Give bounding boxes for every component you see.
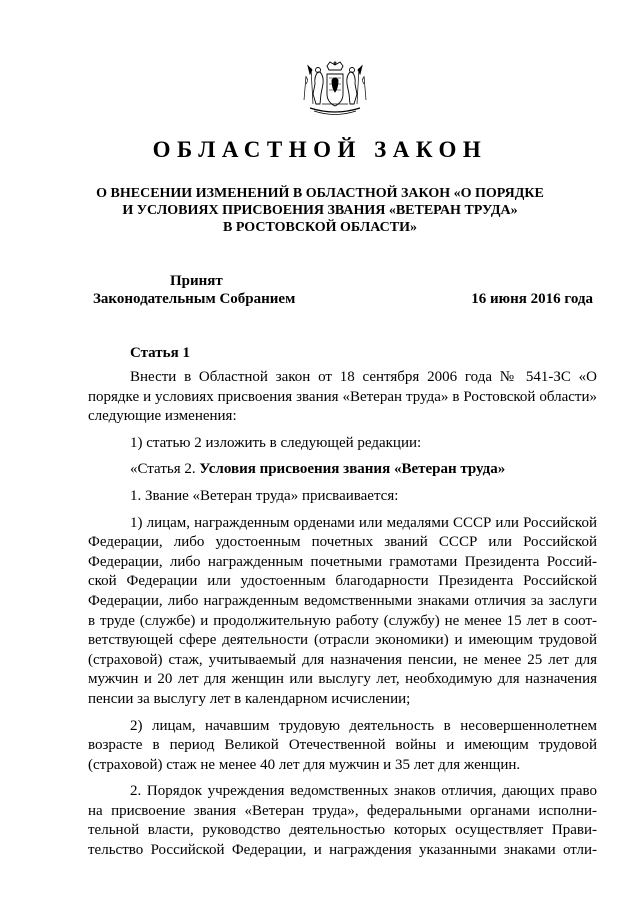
coat-of-arms-icon: [300, 60, 370, 120]
adoption-date: 16 июня 2016 года: [471, 291, 593, 307]
article-2-title: Условия присвоения звания «Ветеран труда»: [199, 461, 506, 478]
paragraph: 2) лицам, начавшим трудовую деятельность в несовершеннолетнем возрасте в период Великой Отечественной войны и имеющим трудовой (страховой) стаж не менее 40 лет для мужчин и 35 лет для женщин.: [88, 717, 597, 773]
adopted-by: Законодательным Собранием: [93, 291, 296, 307]
paragraph: [88, 460, 597, 480]
law-title-line: В РОСТОВСКОЙ ОБЛАСТИ»: [222, 220, 418, 235]
law-title: [60, 185, 580, 236]
paragraph: 1) лицам, награжденным орденами или медалями СССР или Российской Федерации, либо удостоенным почетных званий СССР или Российской Федерации, либо награжденным почетными грамотами Президента Российской Федерации или удостоенным благодарности Президента Российской Федерации, либо награжденным ведомственными знаками отличия за заслуги в труде (службе) и продолжительную работу (службу) не менее 15 лет в соответствующей сфере деятельности (отрасли экономики) и имеющим трудовой (страховой) стаж, учитываемый для назначения пенсии, не менее 25 лет для мужчин и 20 лет для женщин или выслугу лет, необходимую для назначения пенсии за выслугу лет в календарном исчислении;: [88, 514, 597, 707]
paragraph: 1) статью 2 изложить в следующей редакции:: [130, 434, 422, 451]
law-type-heading: ОБЛАСТНОЙ ЗАКОН: [152, 137, 488, 162]
adopted-label: Принят: [170, 273, 223, 289]
paragraph: 1. Звание «Ветеран труда» присваивается:: [130, 487, 399, 504]
article-body: [88, 368, 597, 868]
paragraph-prefix: «Статья 2.: [130, 461, 200, 478]
article-heading: Статья 1: [130, 345, 190, 361]
law-title-line: И УСЛОВИЯХ ПРИСВОЕНИЯ ЗВАНИЯ «ВЕТЕРАН ТРУДА»: [122, 203, 518, 218]
law-title-line: О ВНЕСЕНИИ ИЗМЕНЕНИЙ В ОБЛАСТНОЙ ЗАКОН «О ПОРЯДКЕ: [96, 186, 544, 201]
paragraph: Внести в Областной закон от 18 сентября 2006 года № 541-ЗС «О порядке и условиях присвоения звания «Ветеран труда» в Ростовской области» следующие изменения:: [88, 369, 597, 425]
paragraph: 2. Порядок учреждения ведомственных знаков отличия, дающих право на присвоение звания «Ветеран труда», федеральными органами исполнительной власти, руководство деятельностью которых осуществляет Правительство Российской Федерации, и награждения указанными знаками отли-: [88, 783, 597, 859]
